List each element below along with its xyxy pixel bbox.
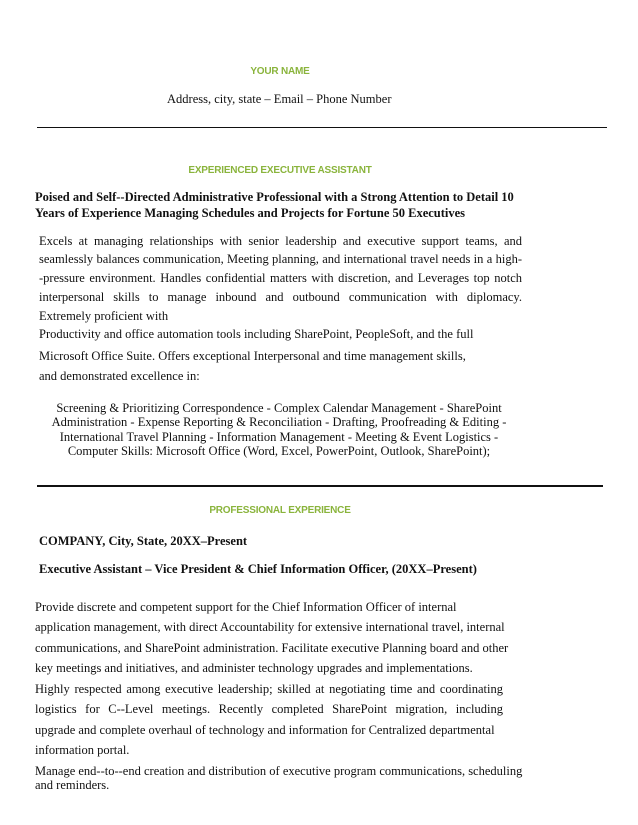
role-line: Executive Assistant – Vice President & Chief Information Officer, (20XX–Present) bbox=[39, 562, 477, 576]
summary-line: interpersonal skills to manage inbound and outbound communication with diplomacy. bbox=[39, 290, 522, 304]
summary-line: Microsoft Office Suite. Offers exceptional Interpersonal and time management skills, bbox=[39, 349, 466, 363]
summary-heading: EXPERIENCED EXECUTIVE ASSISTANT bbox=[188, 165, 372, 176]
summary-line: Extremely proficient with bbox=[39, 309, 169, 323]
skills-line: Computer Skills: Microsoft Office (Word, Excel, PowerPoint, Outlook, SharePoint); bbox=[67, 444, 491, 458]
experience-line: logistics for C--Level meetings. Recently completed SharePoint migration, including bbox=[35, 702, 503, 716]
contact-line: Address, city, state – Email – Phone Number bbox=[167, 92, 392, 106]
headline-line: Poised and Self--Directed Administrative Professional with a Strong Attention to Detail 10 bbox=[35, 190, 514, 204]
experience-line: upgrade and complete overhaul of technology and information for Centralized departmental bbox=[35, 723, 495, 737]
headline-line: Years of Experience Managing Schedules and Projects for Fortune 50 Executives bbox=[35, 206, 466, 220]
summary-line: Productivity and office automation tools including SharePoint, PeopleSoft, and the full bbox=[39, 327, 474, 341]
experience-line: and reminders. bbox=[35, 778, 110, 792]
experience-line: Manage end--to--end creation and distribution of executive program communications, scheduling bbox=[35, 764, 523, 778]
experience-line: application management, with direct Accountability for extensive international travel, internal bbox=[35, 620, 505, 634]
summary-line: -pressure environment. Handles confidential matters with discretion, and Leverages top notch bbox=[39, 271, 522, 285]
skills-line: Administration - Expense Reporting & Reconciliation - Drafting, Proofreading & Editing - bbox=[51, 415, 507, 429]
skills-line: Screening & Prioritizing Correspondence - Complex Calendar Management - SharePoint bbox=[56, 401, 502, 415]
summary-line: Excels at managing relationships with senior leadership and executive support teams, and bbox=[39, 234, 522, 248]
experience-heading: PROFESSIONAL EXPERIENCE bbox=[209, 505, 351, 516]
header-divider bbox=[37, 127, 607, 128]
company-line: COMPANY, City, State, 20XX–Present bbox=[39, 534, 248, 548]
section-divider bbox=[37, 485, 603, 487]
experience-line: information portal. bbox=[35, 743, 130, 757]
skills-line: International Travel Planning - Information Management - Meeting & Event Logistics - bbox=[59, 430, 499, 444]
resume-name: YOUR NAME bbox=[250, 66, 310, 77]
summary-line: seamlessly balances communication, Meeting planning, and international travel needs in a high- bbox=[39, 252, 522, 266]
experience-line: key meetings and initiatives, and administer technology upgrades and implementations. bbox=[35, 661, 473, 675]
experience-line: communications, and SharePoint administration. Facilitate executive Planning board and other bbox=[35, 641, 509, 655]
experience-line: Highly respected among executive leadership; skilled at negotiating time and coordinating bbox=[35, 682, 503, 696]
experience-line: Provide discrete and competent support for the Chief Information Officer of internal bbox=[35, 600, 457, 614]
summary-line: and demonstrated excellence in: bbox=[39, 369, 200, 383]
